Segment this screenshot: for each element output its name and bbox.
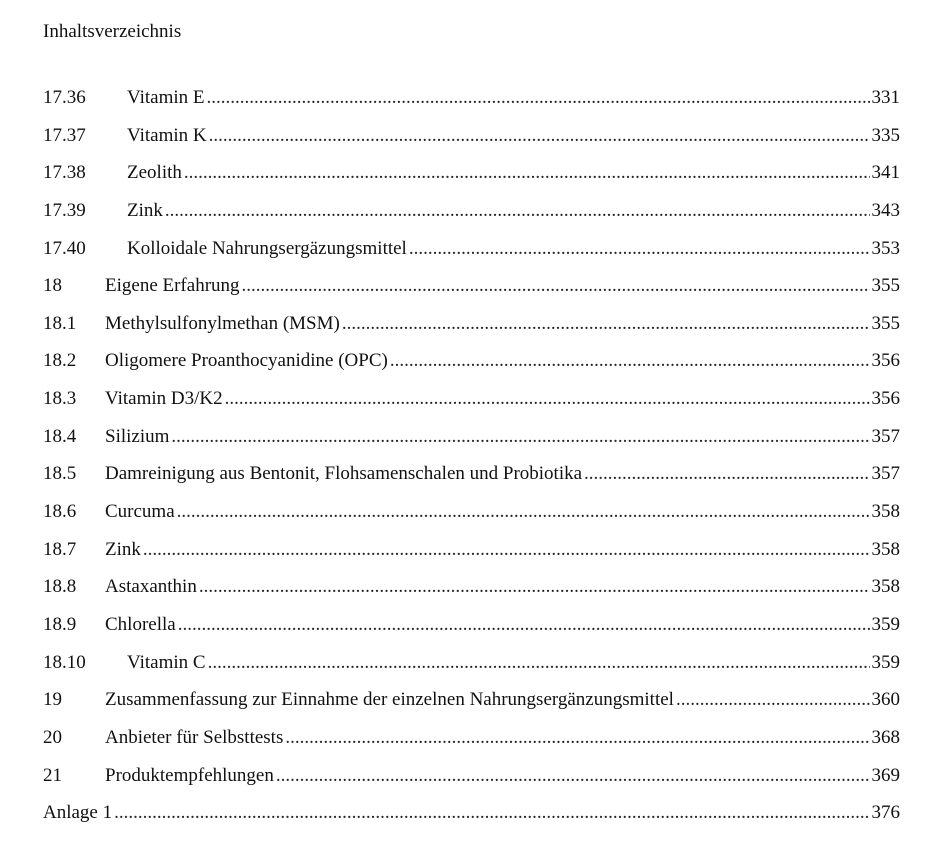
toc-entry-page-number: 376	[871, 802, 900, 824]
toc-entry-number: 18.9	[43, 613, 77, 635]
page-header: Inhaltsverzeichnis	[43, 21, 182, 42]
toc-entry[interactable]	[43, 726, 900, 764]
toc-entry[interactable]	[43, 801, 900, 839]
toc-entry[interactable]	[43, 575, 900, 613]
toc-dot-leader	[208, 651, 870, 675]
toc-entry[interactable]	[43, 500, 900, 538]
toc-entry-title: Chlorella	[105, 613, 176, 635]
toc-entry-number: 18.7	[43, 538, 77, 560]
toc-entry[interactable]	[43, 651, 900, 689]
toc-entry-title: Methylsulfonylmethan (MSM)	[105, 312, 340, 334]
toc-entry[interactable]	[43, 274, 900, 312]
toc-entry[interactable]	[43, 349, 900, 387]
toc-entry-number: 17.37	[43, 124, 86, 146]
toc-entry-number: 18.2	[43, 350, 77, 372]
toc-entry-number: 21	[43, 764, 62, 786]
toc-entry-page-number: 359	[871, 651, 900, 673]
toc-entry-title: Anlage 1	[43, 802, 113, 824]
toc-entry-number: 18.8	[43, 576, 77, 598]
toc-entry-page-number: 369	[871, 764, 900, 786]
toc-entry-number: 18.10	[43, 651, 86, 673]
toc-dot-leader	[184, 161, 870, 185]
toc-entry-title: Silizium	[105, 425, 170, 447]
toc-entry-page-number: 335	[871, 124, 900, 146]
toc-entry[interactable]	[43, 613, 900, 651]
toc-entry-number: 19	[43, 689, 62, 711]
toc-entry[interactable]	[43, 237, 900, 275]
toc-entry-title: Curcuma	[105, 501, 175, 523]
toc-entry-page-number: 355	[871, 275, 900, 297]
toc-entry-title: Vitamin D3/K2	[105, 388, 223, 410]
toc-entry-page-number: 360	[871, 689, 900, 711]
toc-dot-leader	[206, 86, 869, 110]
toc-entry-title: Zeolith	[127, 162, 182, 184]
toc-dot-leader	[285, 726, 869, 750]
toc-entry-page-number: 357	[871, 463, 900, 485]
toc-entry[interactable]	[43, 124, 900, 162]
toc-entry-title: Oligomere Proanthocyanidine (OPC)	[105, 350, 388, 372]
toc-entry[interactable]	[43, 312, 900, 350]
toc-entry-number: 17.40	[43, 237, 86, 259]
toc-entry-title: Eigene Erfahrung	[105, 275, 240, 297]
toc-entry-title: Anbieter für Selbsttests	[105, 726, 284, 748]
toc-dot-leader	[342, 312, 870, 336]
toc-entry[interactable]	[43, 161, 900, 199]
toc-entry-page-number: 358	[871, 576, 900, 598]
toc-entry-number: 18.6	[43, 501, 77, 523]
toc-entry[interactable]	[43, 387, 900, 425]
toc-entry-title: Produktempfehlungen	[105, 764, 274, 786]
toc-entry-number: 18.4	[43, 425, 77, 447]
table-of-contents	[43, 86, 900, 839]
toc-dot-leader	[409, 237, 870, 261]
toc-entry[interactable]	[43, 425, 900, 463]
toc-entry-title: Zink	[105, 538, 141, 560]
toc-dot-leader	[242, 274, 870, 298]
toc-dot-leader	[178, 613, 870, 637]
toc-entry-number: 17.36	[43, 87, 86, 108]
toc-dot-leader	[199, 575, 870, 599]
toc-dot-leader	[390, 349, 870, 373]
toc-entry-page-number: 357	[871, 425, 900, 447]
toc-dot-leader	[177, 500, 870, 524]
toc-entry-title: Zusammenfassung zur Einnahme der einzelnen Nahrungsergänzungsmittel	[105, 689, 674, 711]
toc-dot-leader	[209, 124, 870, 148]
toc-entry-page-number: 358	[871, 501, 900, 523]
toc-entry[interactable]	[43, 199, 900, 237]
toc-entry-page-number: 359	[871, 613, 900, 635]
toc-dot-leader	[676, 688, 870, 712]
toc-entry-title: Vitamin E	[127, 87, 205, 108]
toc-entry-number: 18.1	[43, 312, 77, 334]
toc-entry-page-number: 343	[871, 199, 900, 221]
toc-dot-leader	[225, 387, 870, 411]
toc-dot-leader	[165, 199, 870, 223]
toc-entry-page-number: 358	[871, 538, 900, 560]
toc-dot-leader	[143, 538, 870, 562]
toc-entry-page-number: 355	[871, 312, 900, 334]
toc-entry[interactable]	[43, 86, 900, 124]
toc-entry-number: 18	[43, 275, 62, 297]
toc-dot-leader	[276, 764, 870, 788]
toc-entry[interactable]	[43, 462, 900, 500]
toc-entry-number: 17.38	[43, 162, 86, 184]
toc-entry-title: Kolloidale Nahrungsergäzungsmittel	[127, 237, 407, 259]
toc-entry-page-number: 331	[871, 87, 900, 108]
toc-entry-page-number: 341	[871, 162, 900, 184]
toc-dot-leader	[171, 425, 869, 449]
toc-entry-page-number: 356	[871, 388, 900, 410]
toc-entry-title: Vitamin K	[127, 124, 207, 146]
toc-entry[interactable]	[43, 538, 900, 576]
toc-entry-page-number: 356	[871, 350, 900, 372]
toc-entry-title: Vitamin C	[127, 651, 206, 673]
toc-entry-title: Astaxanthin	[105, 576, 197, 598]
toc-entry[interactable]	[43, 764, 900, 802]
toc-entry-number: 17.39	[43, 199, 86, 221]
toc-entry-number: 18.5	[43, 463, 77, 485]
toc-dot-leader	[584, 462, 869, 486]
toc-dot-leader	[114, 801, 869, 825]
toc-entry-number: 18.3	[43, 388, 77, 410]
toc-entry-number: 20	[43, 726, 62, 748]
toc-entry-title: Zink	[127, 199, 163, 221]
toc-entry-page-number: 353	[871, 237, 900, 259]
toc-entry[interactable]	[43, 688, 900, 726]
toc-entry-title: Damreinigung aus Bentonit, Flohsamenschalen und Probiotika	[105, 463, 583, 485]
toc-entry-page-number: 368	[871, 726, 900, 748]
